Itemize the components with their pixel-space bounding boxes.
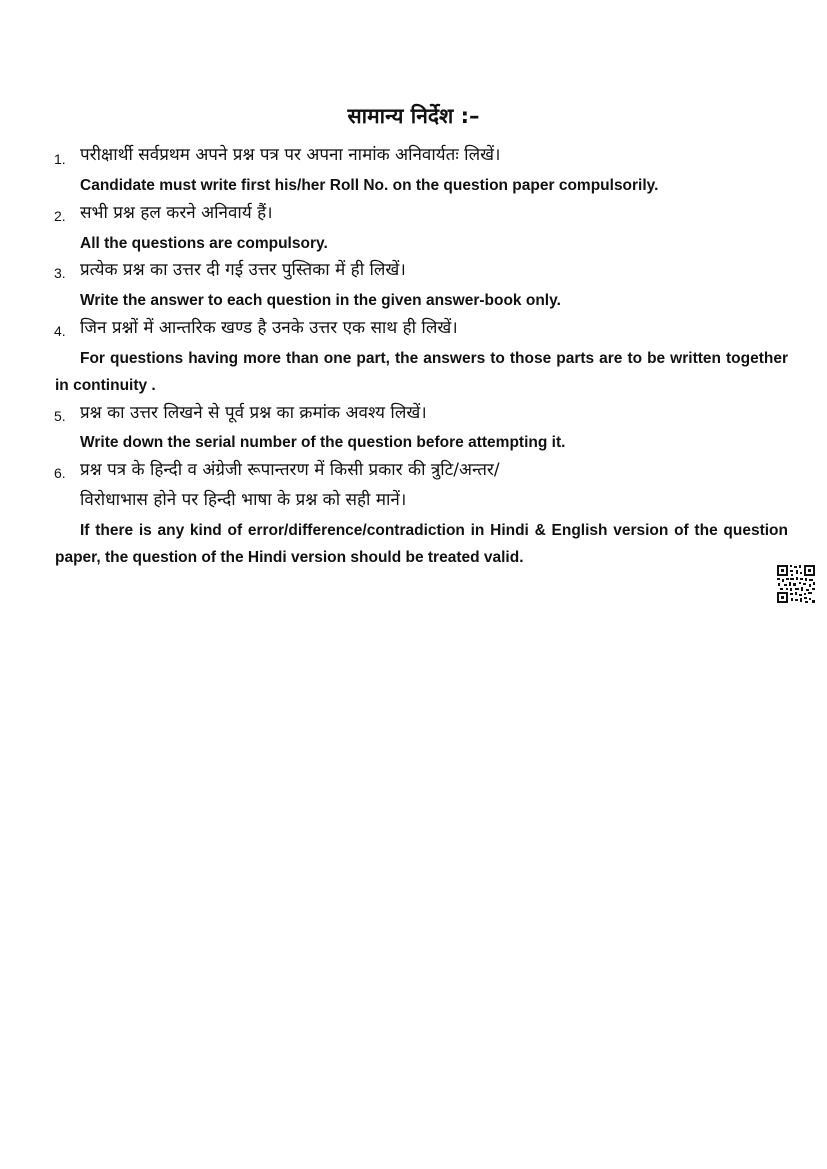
instruction-number: 2. — [54, 208, 66, 224]
qr-code-icon — [776, 564, 816, 604]
instruction-hindi: सभी प्रश्न हल करने अनिवार्य हैं। — [80, 203, 273, 223]
page-title: सामान्य निर्देश :– — [347, 104, 480, 128]
instruction-hindi-continued: विरोधाभास होने पर हिन्दी भाषा के प्रश्न को सही मानें। — [80, 490, 407, 510]
instruction-english: Write down the serial number of the question before attempting it. — [80, 434, 566, 451]
instruction-number: 3. — [54, 265, 66, 281]
instruction-english: If there is any kind of error/difference/contradiction in Hindi & English version of the question paper, the question of the Hindi version should be treated valid. — [55, 522, 788, 566]
instruction-number: 6. — [54, 465, 66, 481]
instruction-hindi: प्रत्येक प्रश्न का उत्तर दी गई उत्तर पुस्तिका में ही लिखें। — [80, 260, 406, 280]
instruction-hindi: प्रश्न पत्र के हिन्दी व अंग्रेजी रूपान्तरण में किसी प्रकार की त्रुटि/अन्तर/ — [80, 460, 500, 480]
instruction-english: Candidate must write first his/her Roll No. on the question paper compulsorily. — [80, 177, 659, 194]
instruction-number: 1. — [54, 151, 66, 167]
instruction-hindi: परीक्षार्थी सर्वप्रथम अपने प्रश्न पत्र पर अपना नामांक अनिवार्यतः लिखें। — [80, 145, 501, 165]
instruction-english: For questions having more than one part, the answers to those parts are to be written together in continuity . — [55, 350, 788, 394]
instruction-number: 5. — [54, 408, 66, 424]
instruction-english: All the questions are compulsory. — [80, 235, 328, 252]
instruction-english: Write the answer to each question in the given answer-book only. — [80, 292, 561, 309]
instruction-number: 4. — [54, 323, 66, 339]
instruction-hindi: प्रश्न का उत्तर लिखने से पूर्व प्रश्न का क्रमांक अवश्य लिखें। — [80, 403, 427, 423]
instruction-hindi: जिन प्रश्नों में आन्तरिक खण्ड है उनके उत्तर एक साथ ही लिखें। — [80, 318, 458, 338]
